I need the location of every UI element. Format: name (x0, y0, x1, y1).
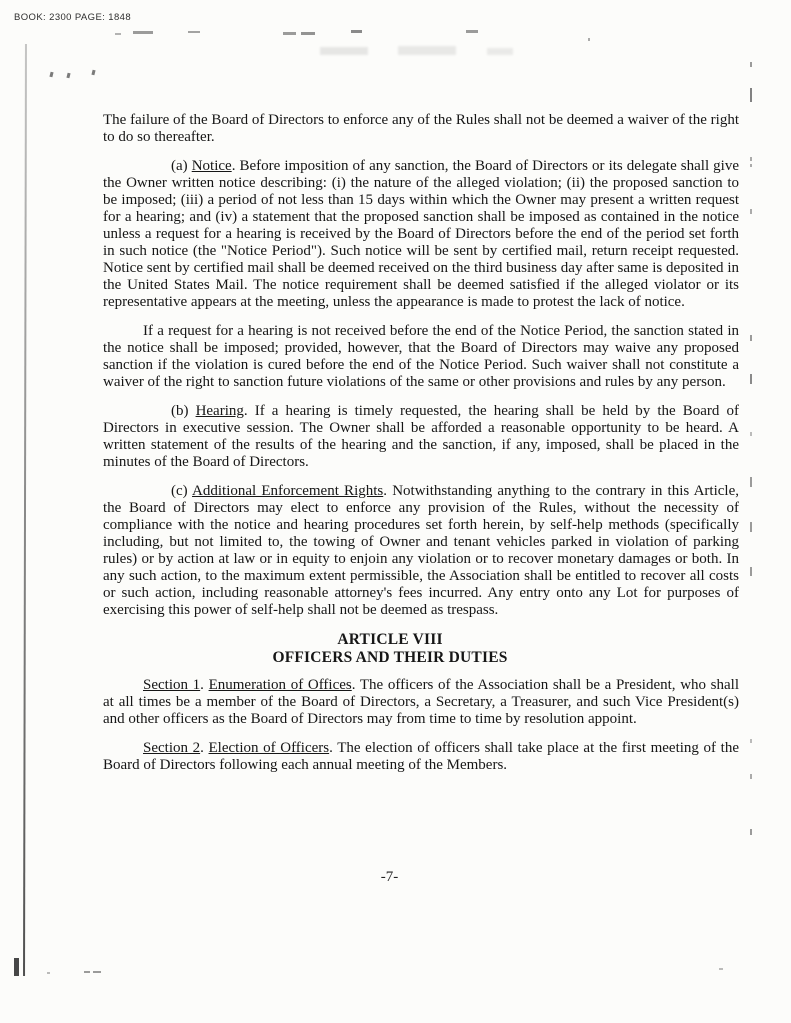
article-subheading: OFFICERS AND THEIR DUTIES (272, 648, 508, 666)
scan-mark-right-tick (750, 522, 752, 532)
scan-mark-right-tick (750, 88, 752, 102)
body-paragraph (103, 323, 739, 391)
text-run: . The officers of the Association shall be a President, who shall at all times be a member of the Board of Directors, a Secretary, a Treasurer, and such Vice President(s) and other officers as the Board of Directors may from time to time by resolution appoint. (103, 677, 740, 727)
text-run: . If a hearing is timely requested, the hearing shall be held by the Board of Directors in executive session. The Owner shall be afforded a reasonable opportunity to be heard. A written statement of the results of the hearing and the sanction, if any, imposed, shall be placed in the minutes of the Board of Directors. (103, 403, 739, 470)
scan-mark-speck (49, 72, 53, 78)
article-heading-block (72, 631, 708, 666)
body-paragraph (103, 677, 739, 728)
text-run: If a request for a hearing is not received before the end of the Notice Period, the sanction stated in the notice shall be imposed; provided, however, that the Board of Directors may waive any proposed sanction if the violation is cured before the end of the Notice Period. Such waiver shall not constitute a waiver of the right to sanction future violations of the same or other provisions and rules by any person. (103, 323, 739, 390)
underlined-phrase: Additional Enforcement Rights (192, 483, 384, 499)
scan-mark-bottom-dash (719, 968, 723, 970)
paragraphs-before-heading (103, 112, 739, 619)
document-body (103, 112, 739, 786)
page-number: -7- (380, 869, 399, 885)
text-run: (c) (171, 483, 193, 499)
scan-smudge (320, 47, 368, 55)
scan-mark-top-dash (188, 31, 200, 33)
text-run: . (200, 677, 209, 693)
scan-smudge (398, 46, 456, 55)
scan-mark-right-tick (750, 477, 752, 487)
scan-smudge (487, 48, 513, 55)
text-run: . The election of officers shall take place at the first meeting of the Board of Directors following each annual meeting of the Members. (103, 740, 740, 773)
body-paragraph (103, 158, 739, 311)
text-run: . (200, 740, 209, 756)
scan-mark-right-tick (750, 774, 752, 779)
scan-mark-right-tick (750, 567, 752, 576)
scan-mark-top-dash (301, 32, 315, 35)
scan-mark-right-tick (750, 739, 752, 743)
underlined-phrase: Notice (191, 158, 232, 174)
underlined-phrase: Hearing (195, 403, 244, 419)
scan-line-left-edge (23, 44, 27, 976)
scan-mark-right-tick (750, 157, 752, 161)
underlined-phrase: Enumeration of Offices (208, 677, 352, 693)
book-page-stamp: BOOK: 2300 PAGE: 1848 (14, 12, 132, 23)
scan-mark-bottom-dash (93, 971, 101, 973)
paragraphs-after-heading (103, 677, 739, 774)
scan-mark-speck (91, 70, 95, 76)
scan-mark-top-dash (133, 31, 153, 34)
underlined-phrase: Election of Officers (208, 740, 330, 756)
underlined-phrase: Section 2 (143, 740, 201, 756)
text-run: (b) (171, 403, 196, 419)
body-paragraph (103, 740, 739, 774)
scan-mark-bottom-dash (84, 971, 90, 973)
article-heading: ARTICLE VIII (337, 631, 443, 648)
scan-mark-right-tick (750, 432, 752, 436)
scan-mark-right-tick (750, 62, 752, 67)
scan-mark-right-tick (750, 335, 752, 341)
body-paragraph (103, 403, 739, 471)
text-run: The failure of the Board of Directors to enforce any of the Rules shall not be deemed a waiver of the right to do so thereafter. (103, 112, 739, 145)
scan-mark-right-tick (750, 374, 752, 384)
text-run: (a) (171, 158, 192, 174)
text-run: . Notwithstanding anything to the contrary in this Article, the Board of Directors may elect to enforce any provision of the Rules, without the necessity of compliance with the notice and hearing procedures set forth herein, by self-help methods (specifically including, but not limited to, the towing of Owner and tenant vehicles parked in violation of parking rules) or by action at law or in equity to enjoin any violation or to recover monetary damages or both. In any such action, to the maximum extent permissible, the Association shall be entitled to recover all costs or such action, including reasonable attorney's fees incurred. Any entry onto any Lot for purposes of exercising this power of self-help shall not be deemed as trespass. (103, 483, 739, 618)
scan-mark-bottom-dash (47, 972, 50, 974)
scan-mark-right-tick (750, 164, 752, 167)
scan-mark-top-dash (466, 30, 478, 33)
body-paragraph (103, 112, 739, 146)
scan-mark-top-dash (115, 33, 121, 35)
body-paragraph (103, 483, 739, 619)
scan-mark-right-tick (750, 209, 752, 214)
scan-mark-top-dash (283, 32, 296, 35)
scan-mark-top-dash (588, 38, 590, 41)
scan-mark-right-tick (750, 829, 752, 835)
scan-mark-top-dash (351, 30, 362, 33)
text-run: . Before imposition of any sanction, the Board of Directors or its delegate shall give the Owner written notice describing: (i) the nature of the alleged violation; (ii) the proposed sanction to be imposed; (iii) a period of not less than 15 days within which the Owner may present a written request for a hearing; and (iv) a statement that the proposed sanction shall be imposed as contained in the notice unless a request for a hearing is received by the Board of Directors before the end of the period set forth in such notice (the "Notice Period"). Such notice will be sent by certified mail, return receipt requested. Notice sent by certified mail shall be deemed received on the third business day after same is deposited in the United States Mail. The notice requirement shall be deemed satisfied if the alleged violator or its representative appears at the meeting, unless the appearance is made to protest the lack of notice. (103, 158, 740, 310)
scan-mark-speck (66, 73, 70, 79)
scan-mark-bottom-bar (14, 958, 19, 976)
underlined-phrase: Section 1 (143, 677, 201, 693)
